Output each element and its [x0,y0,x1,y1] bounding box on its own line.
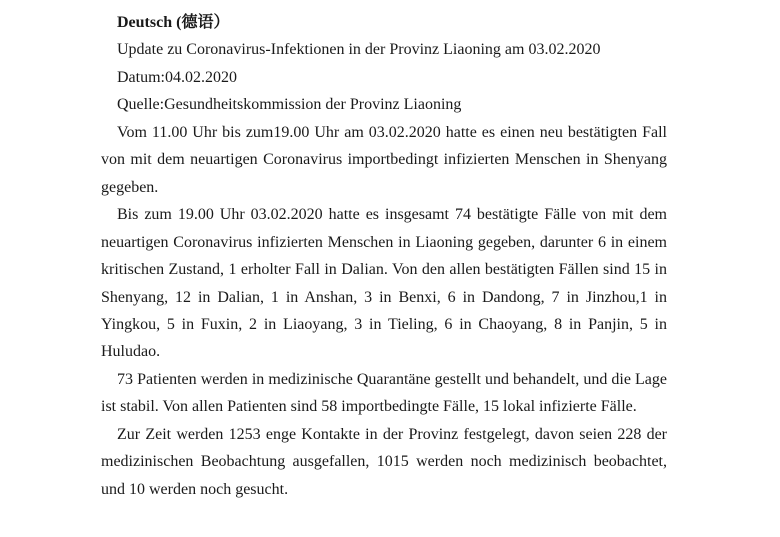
paragraph-total-cases: Bis zum 19.00 Uhr 03.02.2020 hatte es insgesamt 74 bestätigte Fälle von mit dem neuartigen Coronavirus infizierten Menschen in Liaoning gegeben, darunter 6 in einem kritischen Zustand, 1 erholter Fall in Dalian. Von den allen bestätigten Fällen sind 15 in Shenyang, 12 in Dalian, 1 in Anshan, 3 in Benxi, 6 in Dandong, 7 in Jinzhou,1 in Yingkou, 5 in Fuxin, 2 in Liaoyang, 3 in Tieling, 6 in Chaoyang, 8 in Panjin, 5 in Huludao. [101,206,667,361]
paragraph-update-title: Update zu Coronavirus-Infektionen in der Provinz Liaoning am 03.02.2020 [117,41,601,59]
document-page [101,9,667,503]
paragraph-new-case: Vom 11.00 Uhr bis zum19.00 Uhr am 03.02.2020 hatte es einen neu bestätigten Fall von mit dem neuartigen Coronavirus importbedingt infizierten Menschen in Shenyang gegeben. [101,123,667,196]
paragraph-contacts: Zur Zeit werden 1253 enge Kontakte in der Provinz festgelegt, davon seien 228 der medizinischen Beobachtung ausgefallen, 1015 werden noch medizinisch beobachtet, und 10 werden noch gesucht. [101,425,667,498]
paragraph-patients-status: 73 Patienten werden in medizinische Quarantäne gestellt und behandelt, und die Lage ist stabil. Von allen Patienten sind 58 importbedingte Fälle, 15 lokal infizierte Fälle. [101,370,667,416]
paragraph-source: Quelle:Gesundheitskommission der Provinz Liaoning [117,96,462,114]
language-section-heading: Deutsch (德语） [117,14,230,31]
paragraph-date: Datum:04.02.2020 [117,68,237,86]
